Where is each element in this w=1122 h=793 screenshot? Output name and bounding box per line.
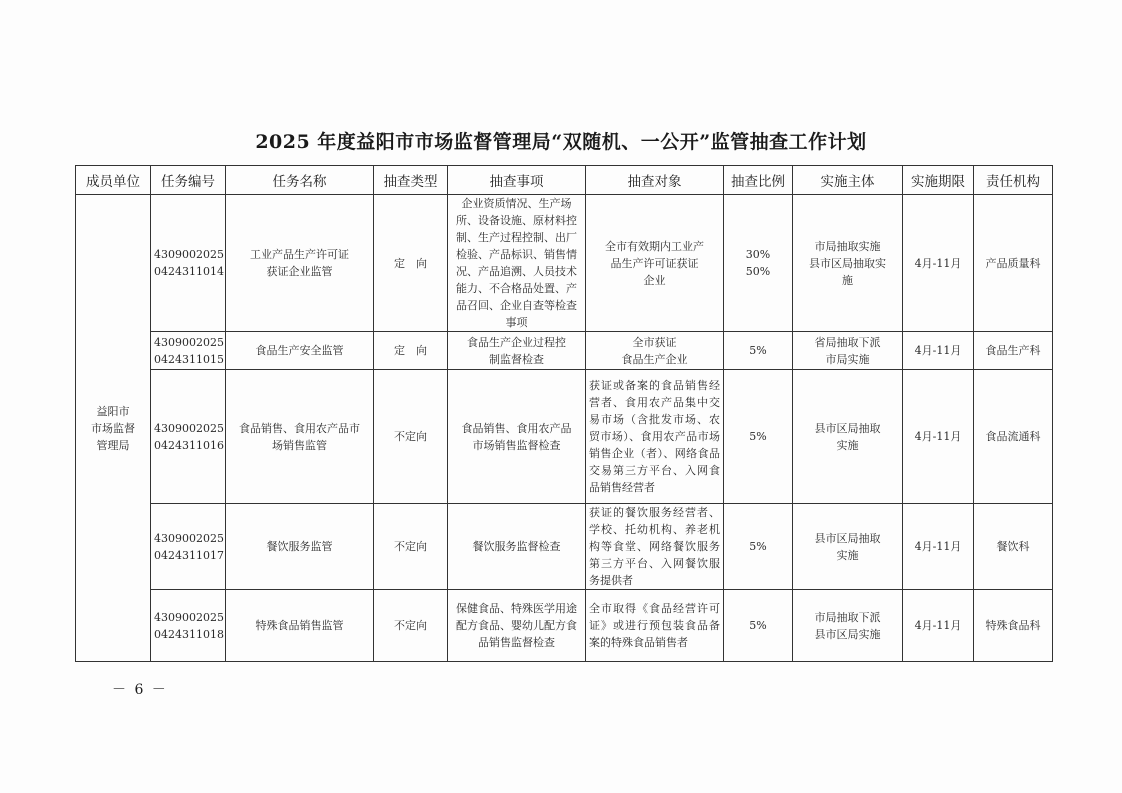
check-target-cell: 获证的餐饮服务经营者、学校、托幼机构、养老机构等食堂、网络餐饮服务第三方平台、入网餐饮服务提供者 — [586, 504, 724, 590]
table-row — [76, 504, 1053, 590]
check-items-cell: 餐饮服务监督检查 — [448, 504, 586, 590]
table-row — [76, 195, 1053, 332]
dept-cell: 餐饮科 — [974, 504, 1053, 590]
period-cell: 4月-11月 — [903, 504, 974, 590]
member-unit-cell: 益阳市 市场监督 管理局 — [76, 195, 151, 662]
period-cell: 4月-11月 — [903, 332, 974, 370]
check-ratio-cell: 30% 50% — [724, 195, 793, 332]
table-header-row — [76, 166, 1053, 195]
check-target-cell: 全市获证 食品生产企业 — [586, 332, 724, 370]
task-name-cell: 餐饮服务监管 — [226, 504, 374, 590]
period-cell: 4月-11月 — [903, 370, 974, 504]
table-row — [76, 590, 1053, 662]
subject-cell: 县市区局抽取 实施 — [793, 504, 903, 590]
dept-cell: 食品生产科 — [974, 332, 1053, 370]
table-row — [76, 370, 1053, 504]
check-type-cell: 定 向 — [374, 195, 448, 332]
subject-cell: 市局抽取实施 县市区局抽取实 施 — [793, 195, 903, 332]
check-target-cell: 获证或备案的食品销售经营者、食用农产品集中交易市场（含批发市场、农贸市场）、食用农产品市场销售企业（者）、网络食品交易第三方平台、入网食品销售经营者 — [586, 370, 724, 504]
task-no-cell: 4309002025 0424311014 — [151, 195, 226, 332]
subject-cell: 市局抽取下派 县市区局实施 — [793, 590, 903, 662]
check-ratio-cell: 5% — [724, 370, 793, 504]
task-no-cell: 4309002025 0424311015 — [151, 332, 226, 370]
check-type-cell: 定 向 — [374, 332, 448, 370]
check-items-cell: 企业资质情况、生产场所、设备设施、原材料控制、生产过程控制、出厂检验、产品标识、销售情况、产品追溯、人员技术能力、不合格品处置、产品召回、企业自查等检查事项 — [448, 195, 586, 332]
header-subject: 实施主体 — [793, 166, 903, 195]
header-task-name: 任务名称 — [226, 166, 374, 195]
check-target-cell: 全市取得《食品经营许可证》或进行预包装食品备案的特殊食品销售者 — [586, 590, 724, 662]
header-task-no: 任务编号 — [151, 166, 226, 195]
check-ratio-cell: 5% — [724, 332, 793, 370]
dept-cell: 食品流通科 — [974, 370, 1053, 504]
table-row — [76, 332, 1053, 370]
page-number: － 6 － — [112, 682, 168, 698]
check-type-cell: 不定向 — [374, 590, 448, 662]
dept-cell: 特殊食品科 — [974, 590, 1053, 662]
header-check-target: 抽查对象 — [586, 166, 724, 195]
header-member-unit: 成员单位 — [76, 166, 151, 195]
check-type-cell: 不定向 — [374, 504, 448, 590]
inspection-plan-table — [75, 165, 1053, 662]
task-no-cell: 4309002025 0424311016 — [151, 370, 226, 504]
check-type-cell: 不定向 — [374, 370, 448, 504]
task-name-cell: 食品销售、食用农产品市 场销售监管 — [226, 370, 374, 504]
check-ratio-cell: 5% — [724, 504, 793, 590]
check-target-cell: 全市有效期内工业产 品生产许可证获证 企业 — [586, 195, 724, 332]
header-check-type: 抽查类型 — [374, 166, 448, 195]
task-name-cell: 食品生产安全监管 — [226, 332, 374, 370]
subject-cell: 省局抽取下派 市局实施 — [793, 332, 903, 370]
dept-cell: 产品质量科 — [974, 195, 1053, 332]
task-name-cell: 工业产品生产许可证 获证企业监管 — [226, 195, 374, 332]
period-cell: 4月-11月 — [903, 590, 974, 662]
header-check-items: 抽查事项 — [448, 166, 586, 195]
task-no-cell: 4309002025 0424311018 — [151, 590, 226, 662]
header-check-ratio: 抽查比例 — [724, 166, 793, 195]
check-items-cell: 食品销售、食用农产品 市场销售监督检查 — [448, 370, 586, 504]
task-no-cell: 4309002025 0424311017 — [151, 504, 226, 590]
document-title: 2025 年度益阳市市场监督管理局“双随机、一公开”监管抽查工作计划 — [255, 131, 867, 153]
check-items-cell: 食品生产企业过程控 制监督检查 — [448, 332, 586, 370]
subject-cell: 县市区局抽取 实施 — [793, 370, 903, 504]
task-name-cell: 特殊食品销售监管 — [226, 590, 374, 662]
check-items-cell: 保健食品、特殊医学用途配方食品、婴幼儿配方食品销售监督检查 — [448, 590, 586, 662]
header-dept: 责任机构 — [974, 166, 1053, 195]
header-period: 实施期限 — [903, 166, 974, 195]
period-cell: 4月-11月 — [903, 195, 974, 332]
check-ratio-cell: 5% — [724, 590, 793, 662]
